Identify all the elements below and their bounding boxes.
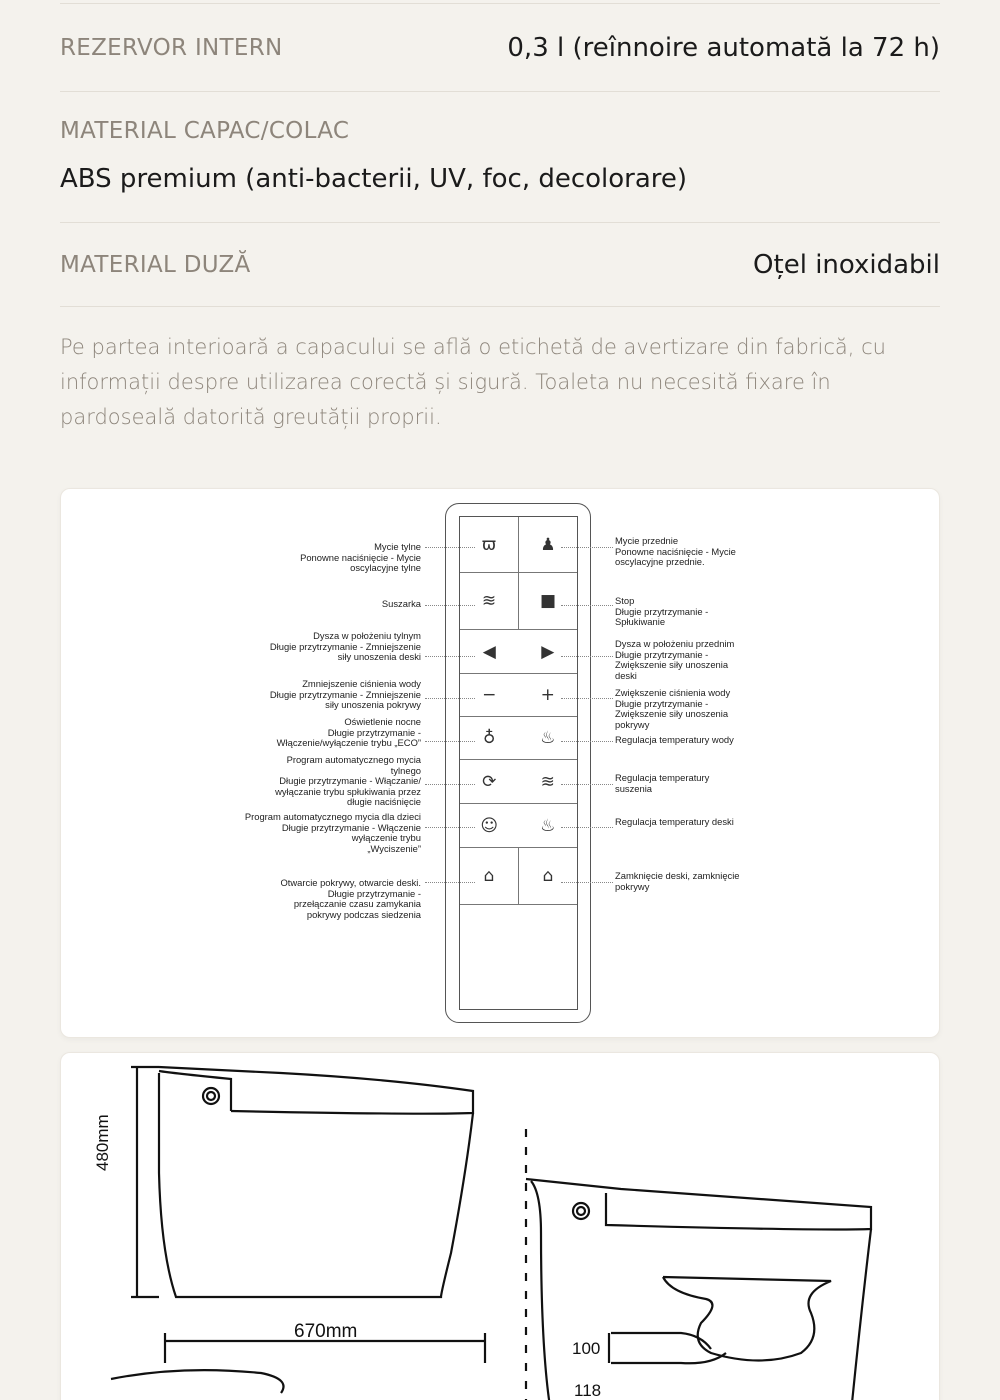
- spec-list: [60, 0, 940, 435]
- pressure-minus-icon: −: [482, 685, 497, 705]
- seat-temp-icon: ♨: [540, 815, 556, 836]
- pressure-plus-icon: +: [540, 685, 555, 705]
- leader-line: [561, 882, 613, 883]
- leader-line: [425, 741, 475, 742]
- spec-value: 0,3 l (reînnoire automată la 72 h): [507, 32, 940, 63]
- leader-line: [425, 698, 475, 699]
- leader-line: [561, 741, 613, 742]
- height-dimension-label: 480mm: [93, 1114, 112, 1171]
- remote-button-row: [460, 573, 577, 630]
- remote-label-right: Regulacja temperatury suszenia: [615, 772, 710, 794]
- leader-line: [561, 547, 613, 548]
- spec-label: REZERVOR INTERN: [60, 34, 283, 61]
- remote-panel: [459, 516, 578, 1010]
- remote-label-right: Stop Długie przytrzymanie - Spłukiwanie: [615, 595, 709, 628]
- rear-wash-icon: ϖ: [460, 517, 519, 572]
- leader-line: [561, 656, 613, 657]
- leader-line: [561, 605, 613, 606]
- remote-label-right: Mycie przednie Ponowne naciśnięcie - Mycie oscylacyjne przednie.: [615, 535, 736, 568]
- nozzle-forward-icon: ▶: [541, 641, 555, 662]
- leader-line: [561, 784, 613, 785]
- remote-label-right: Dysza w położeniu przednim Długie przytrzymanie - Zwiększenie siły unoszenia deski: [615, 638, 735, 681]
- pipe-offset-label: 118: [574, 1381, 602, 1400]
- leader-line: [561, 698, 613, 699]
- spec-value: ABS premium (anti-bacterii, UV, foc, decolorare): [60, 164, 688, 194]
- leader-line: [425, 605, 475, 606]
- leader-line: [561, 827, 613, 828]
- spec-row-lid-material: [60, 92, 940, 223]
- remote-control-illustration: [445, 503, 591, 1023]
- water-temp-icon: ♨: [540, 728, 556, 748]
- leader-line: [425, 656, 475, 657]
- stop-icon: ■: [539, 591, 557, 611]
- dimension-drawing-card[interactable]: [60, 1052, 940, 1400]
- pipe-height-label: 100: [572, 1339, 601, 1358]
- front-wash-icon: ♟: [540, 534, 556, 555]
- remote-button-row: [460, 674, 577, 717]
- auto-wash-icon: ⟳: [482, 771, 497, 792]
- leader-line: [425, 547, 475, 548]
- spec-label: MATERIAL DUZĂ: [60, 251, 251, 278]
- remote-button-row: [460, 848, 577, 905]
- length-dimension-label: 670mm: [294, 1321, 358, 1342]
- remote-label-left: Suszarka: [381, 598, 421, 609]
- nozzle-back-icon: ◀: [482, 641, 496, 662]
- leader-line: [425, 827, 475, 828]
- remote-label-left: Mycie tylne Ponowne naciśnięcie - Mycie oscylacyjne tylne: [300, 541, 421, 574]
- dry-temp-icon: ≋: [540, 771, 555, 792]
- toilet-technical-drawing: [61, 1053, 940, 1400]
- remote-button-row: [460, 804, 577, 848]
- spec-label: MATERIAL CAPAC/COLAC: [60, 118, 350, 144]
- remote-label-right: Zamknięcie deski, zamknięcie pokrywy: [615, 870, 740, 892]
- remote-label-left: Zmniejszenie ciśnienia wody Długie przytrzymanie - Zmniejszenie siły unoszenia pokrywy: [269, 678, 421, 711]
- remote-button-row: [460, 630, 577, 674]
- leader-line: [425, 882, 475, 883]
- remote-label-left: Program automatycznego mycia tylnego Długie przytrzymanie - Włączanie/ wyłączanie trybu spłukiwania przez długie naciśnięcie: [275, 754, 421, 808]
- remote-label-right: Regulacja temperatury deski: [615, 816, 734, 827]
- remote-diagram-card[interactable]: [60, 488, 940, 1038]
- lid-close-icon: ⌂: [542, 866, 554, 886]
- description-note: Pe partea interioară a capacului se află o etichetă de avertizare din fabrică, cu informații despre utilizarea corectă și sigură. Toaleta nu necesită fixare în pardoseală datorită greutății proprii.: [60, 335, 886, 429]
- lid-open-icon: ⌂: [460, 848, 519, 904]
- spec-row-tank: [60, 3, 940, 92]
- remote-label-left: Program automatycznego mycia dla dzieci Długie przytrzymanie - Włączenie wyłączenie trybu „Wyciszenie”: [244, 811, 421, 854]
- kids-wash-icon: ☺: [480, 815, 499, 836]
- remote-label-right: Regulacja temperatury wody: [615, 734, 734, 745]
- remote-button-row: [460, 760, 577, 804]
- leader-line: [425, 784, 475, 785]
- remote-label-right: Zwiększenie ciśnienia wody Długie przytrzymanie - Zwiększenie siły unoszenia pokrywy: [615, 687, 731, 730]
- dryer-icon: ≋: [460, 573, 519, 629]
- remote-label-left: Oświetlenie nocne Długie przytrzymanie - Włączenie/wyłączenie trybu „ECO”: [276, 716, 421, 749]
- spec-value: Oțel inoxidabil: [753, 249, 940, 280]
- remote-button-row: [460, 517, 577, 573]
- remote-button-row: [460, 717, 577, 760]
- remote-label-left: Dysza w położeniu tylnym Długie przytrzymanie - Zmniejszenie siły unoszenia deski: [269, 630, 421, 663]
- remote-label-left: Otwarcie pokrywy, otwarcie deski. Długie przytrzymanie - przełączanie czasu zamykania pokrywy podczas siedzenia: [280, 877, 421, 920]
- spec-row-nozzle-material: [60, 223, 940, 307]
- night-light-icon: ♁: [483, 728, 496, 748]
